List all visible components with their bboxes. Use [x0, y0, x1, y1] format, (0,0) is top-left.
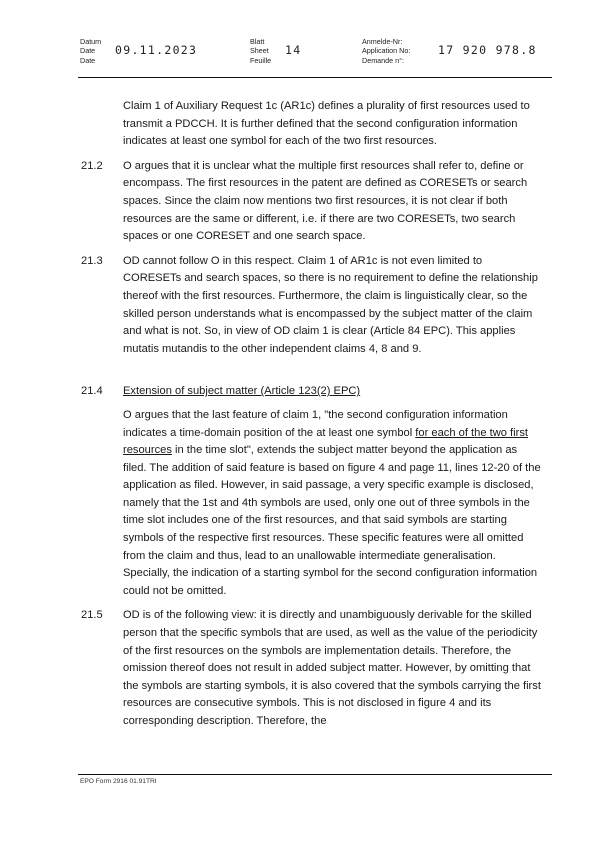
paragraph-text: OD cannot follow O in this respect. Claim 1 of AR1c is not even limited to CORESETs and search spaces, so there is no requirement to define the relationship thereof with the first resources. Furthermore, the claim is linguistically clear, so the skilled person understands what is encompassed by the subject matter of the claim and what is not. So, in view of OD claim 1 is clear (Article 84 EPC). This applies mutatis mutandis to the other independent claims 4, 8 and 9. [123, 254, 538, 355]
header-sheet-labels [250, 37, 271, 65]
paragraph-21-4 [81, 407, 541, 601]
date-value: 09.11.2023 [115, 43, 198, 57]
sheet-label-en: Sheet [250, 46, 269, 56]
paragraph-21-2 [81, 158, 541, 246]
sheet-label-fr: Feuille [250, 55, 272, 65]
footer-divider [78, 774, 552, 775]
paragraph-number: 21.4 [81, 385, 103, 398]
paragraph-21-3 [81, 253, 541, 359]
paragraph-21-4-heading-row [81, 383, 541, 407]
header-divider [78, 77, 552, 78]
paragraph-21-5 [81, 607, 541, 730]
date-label-fr: Date [80, 55, 96, 65]
application-number: 17 920 978.8 [438, 43, 537, 57]
paragraph-text: O argues that it is unclear what the multiple first resources shall refer to, define or encompass. The first resources in the patent are defined as CORESETs or search spaces. Since the claim now mentions two first resources, it is not clear if both resources are the same or different, i.e. if there are two CORESETs, two search spaces or one CORESET and one search space. [123, 159, 528, 243]
sheet-label-de: Blatt [250, 37, 265, 46]
section-heading: Extension of subject matter (Article 123(2) EPC) [123, 385, 361, 398]
paragraph-number: 21.5 [81, 609, 103, 622]
sheet-value: 14 [285, 43, 302, 57]
document-body [81, 98, 541, 738]
date-label-en: Date [80, 46, 96, 56]
paragraph-intro [81, 98, 541, 151]
paragraph-number: 21.3 [81, 254, 103, 267]
header-date-labels [80, 37, 101, 65]
underlined-phrase: for each of the two first resources [123, 426, 528, 457]
application-label-en: Application No: [362, 46, 411, 56]
header-application-labels [362, 37, 410, 65]
date-label-de: Datum [80, 37, 102, 46]
paragraph-text: Claim 1 of Auxiliary Request 1c (AR1c) defines a plurality of first resources used to transmit a PDCCH. It is further defined that the second configuration information indicates at least one symbol for each of the two first resources. [123, 100, 530, 148]
paragraph-text: O argues that the last feature of claim 1, "the second configuration information indicates a time-domain position of the at least one symbol for each of the two first resources in the time slot", extends the subject matter beyond the application as filed. The addition of said feature is based on figure 4 and page 11, lines 12-20 of the application as filed. However, in said passage, a very specific example is disclosed, namely that the 1st and 4th symbols are used, only one out of three symbols in the time slot includes one of the first resources, and that said symbols are starting symbols of the respective first resources. These specific features were all omitted from the claim and thus, lead to an unallowable intermediate generalisation. Specially, the indication of a starting symbol for the second configuration information could not be omitted. [123, 408, 541, 597]
application-label-de: Anmelde-Nr: [362, 37, 403, 46]
form-code: EPO Form 2916 01.91TRI [80, 778, 157, 785]
paragraph-text: OD is of the following view: it is directly and unambiguously derivable for the skilled person that the specific symbols that are used, as well as the value of the periodicity of the first resources on the symbols are implementation details. Therefore, the omission thereof does not result in added subject matter. However, by omitting that the symbols are starting symbols, it is also covered that the symbols carrying the first resources are consecutive symbols. This is not disclosed in figure 4 and its corresponding description. Therefore, the [123, 609, 541, 727]
paragraph-number: 21.2 [81, 159, 103, 172]
application-label-fr: Demande n°: [362, 55, 405, 65]
